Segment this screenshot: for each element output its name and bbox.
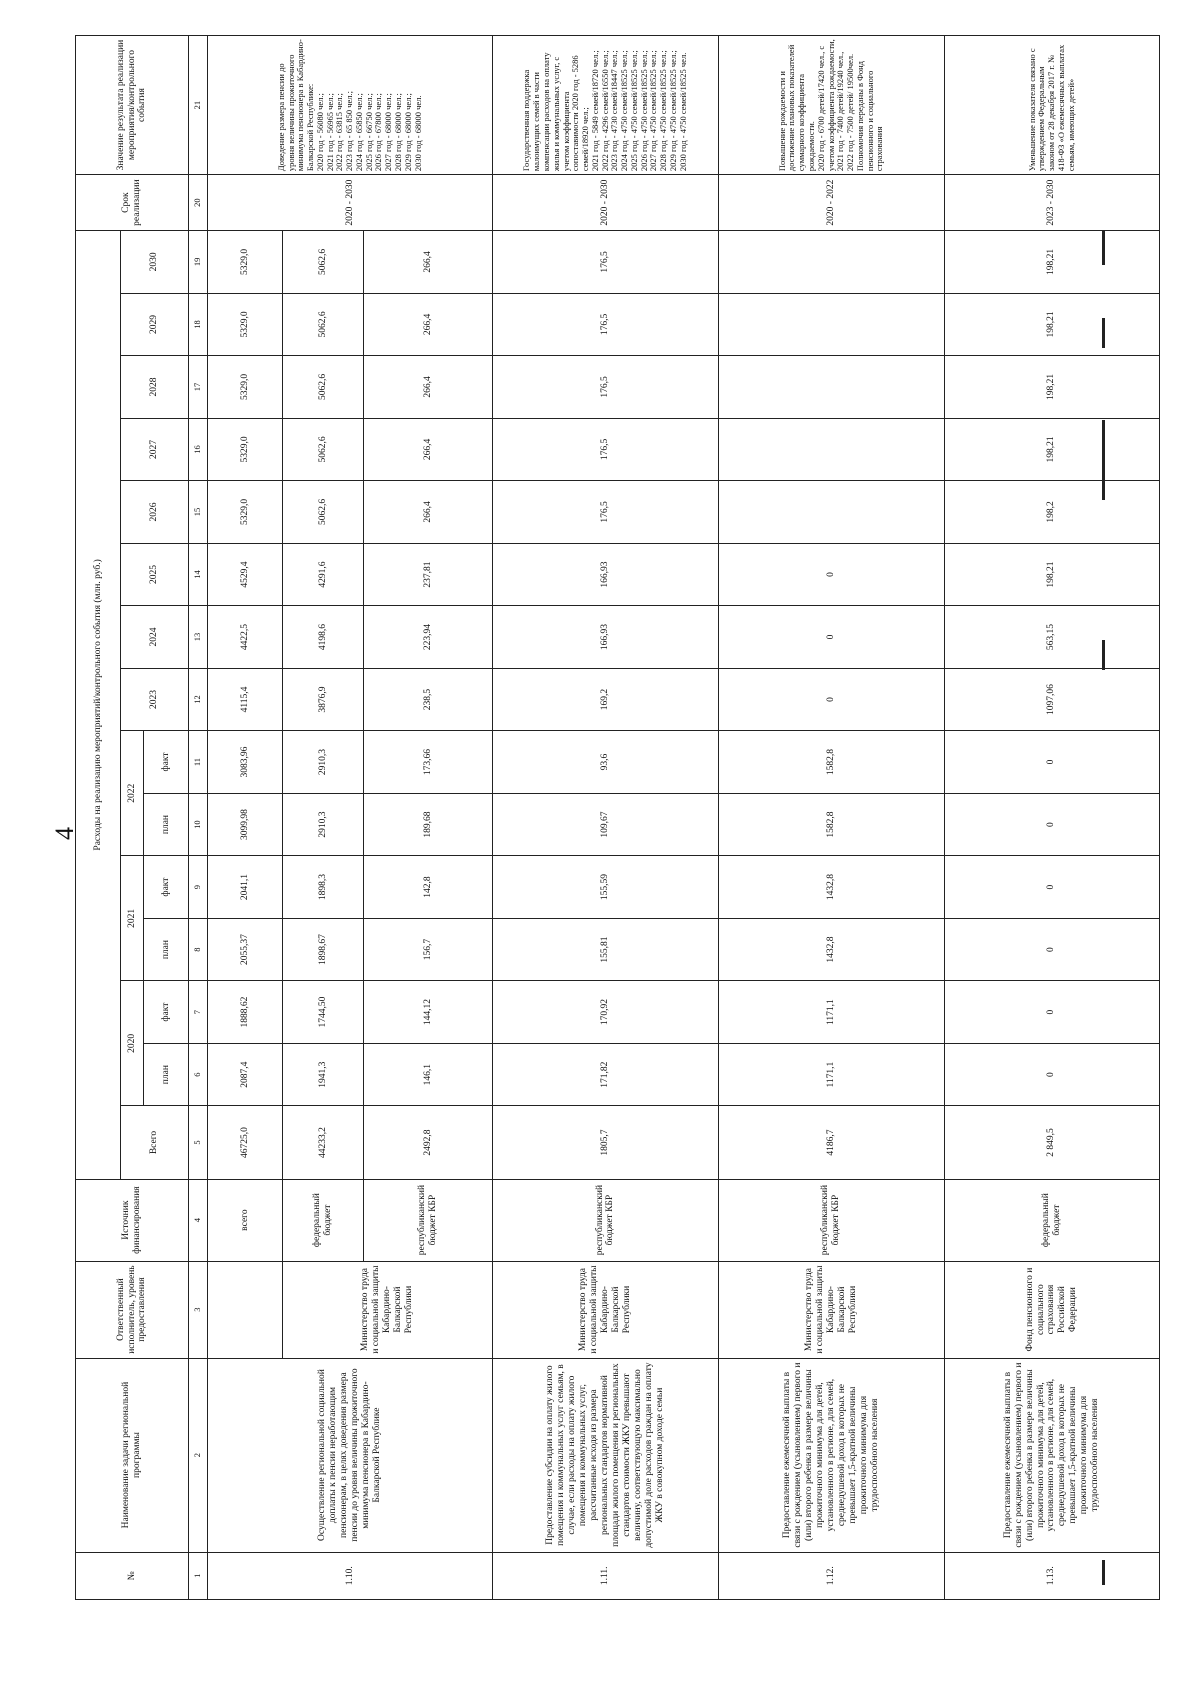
column-number: 9	[189, 856, 208, 919]
value-2024: 0	[718, 606, 944, 669]
value-2029: 198,21	[944, 293, 1159, 356]
column-number: 21	[189, 36, 208, 175]
term: 2020 - 2030	[493, 175, 719, 231]
value-2026: 198,2	[944, 481, 1159, 544]
row-number: 1.12.	[718, 1552, 944, 1599]
value-2030: 176,5	[493, 231, 719, 294]
value-2022-plan: 109,67	[493, 793, 719, 856]
page-number: 4	[50, 827, 79, 840]
funding-source: республиканский бюджет КБР	[363, 1179, 492, 1261]
header-expenses: Расходы на реализацию мероприятий/контрольного события (млн. руб.)	[76, 231, 121, 1180]
value-2027: 5329,0	[208, 418, 283, 481]
value-2027: 5062,6	[283, 418, 364, 481]
value-2021-fact: 2041,1	[208, 856, 283, 919]
value-2021-plan: 2055,37	[208, 918, 283, 981]
value-2030: 266,4	[363, 231, 492, 294]
header-2024: 2024	[121, 606, 189, 669]
executor-cell	[208, 1261, 283, 1358]
value-2024: 223,94	[363, 606, 492, 669]
value-2020-fact: 170,92	[493, 981, 719, 1044]
funding-source: республиканский бюджет КБР	[718, 1179, 944, 1261]
header-2025: 2025	[121, 543, 189, 606]
value-2025: 4529,4	[208, 543, 283, 606]
value-2026	[718, 481, 944, 544]
value-2025: 0	[718, 543, 944, 606]
header-fact: факт	[144, 856, 189, 919]
value-2020-plan: 146,1	[363, 1043, 492, 1106]
column-number: 14	[189, 543, 208, 606]
value-2022-fact: 0	[944, 731, 1159, 794]
value-2021-plan: 1432,8	[718, 918, 944, 981]
value-2021-plan: 156,7	[363, 918, 492, 981]
term: 2023 - 2030	[944, 175, 1159, 231]
column-number: 4	[189, 1179, 208, 1261]
column-number: 3	[189, 1261, 208, 1358]
value-2023: 238,5	[363, 668, 492, 731]
result-text: Повышение рождаемости и достижение плановых показателей суммарного коэффициента рождаемости. 2020 год - 6700 детей/17420 чел., с учетом коэффициента рождаемости, 2021 год - 7400 детей/19240 чел., 2022 год - 7500 детей/ 19500чел. Полномочия переданы в Фонд пенсионного и социального страхования	[718, 36, 944, 175]
header-2023: 2023	[121, 668, 189, 731]
value-2024: 563,15	[944, 606, 1159, 669]
header-2026: 2026	[121, 481, 189, 544]
value-2029: 266,4	[363, 293, 492, 356]
value-2028: 5329,0	[208, 356, 283, 419]
header-2029: 2029	[121, 293, 189, 356]
value-2023: 169,2	[493, 668, 719, 731]
executor: Министерство труда и социальной защиты Кабардино-Балкарской Республики	[283, 1261, 493, 1358]
value-2026: 5062,6	[283, 481, 364, 544]
column-number: 8	[189, 918, 208, 981]
value-2028	[718, 356, 944, 419]
header-year-2022: 2022	[121, 731, 144, 856]
value-2023: 4115,4	[208, 668, 283, 731]
row-number: 1.13.	[944, 1552, 1159, 1599]
value-total: 2492,8	[363, 1106, 492, 1179]
row-number: 1.10.	[208, 1552, 493, 1599]
column-number: 5	[189, 1106, 208, 1179]
value-2022-plan: 0	[944, 793, 1159, 856]
value-2021-plan: 1898,67	[283, 918, 364, 981]
column-number: 18	[189, 293, 208, 356]
value-2020-fact: 0	[944, 981, 1159, 1044]
task-name: Предоставление ежемесячной выплаты в связи с рождением (усыновлением) первого и (или) второго ребенка в размере величины прожиточного минимума для детей, установленного в регионе, для семей, среднедушевой доход в которых не превышает 1,5-кратной величины прожиточного минимума для трудоспособного населения	[718, 1358, 944, 1552]
value-2029: 176,5	[493, 293, 719, 356]
header-2027: 2027	[121, 418, 189, 481]
task-name: Предоставление субсидии на оплату жилого помещения и коммунальных услуг семьям, в случае, если расходы на оплату жилого помещения и коммунальных услуг, рассчитанные исходя из размера региональных стандартов нормативной площади жилого помещения и региональных стандартов стоимости ЖКУ превышают величину, соответствующую максимально допустимой доле расходов граждан на оплату ЖКУ в совокупном доходе семьи	[493, 1358, 719, 1552]
value-2021-plan: 155,81	[493, 918, 719, 981]
funding-source: федеральный бюджет	[283, 1179, 364, 1261]
term: 2020 - 2022	[718, 175, 944, 231]
row-number: 1.11.	[493, 1552, 719, 1599]
header-year-2020: 2020	[121, 981, 144, 1106]
header-result: Значение результата реализации мероприятия/контрольного события	[76, 36, 189, 175]
column-number: 15	[189, 481, 208, 544]
value-2030: 5329,0	[208, 231, 283, 294]
value-2023: 0	[718, 668, 944, 731]
header-task: Наименование задачи региональной программы	[76, 1358, 189, 1552]
column-number: 12	[189, 668, 208, 731]
value-2022-plan: 2910,3	[283, 793, 364, 856]
value-2025: 237,81	[363, 543, 492, 606]
value-2024: 4422,5	[208, 606, 283, 669]
rotated-table-wrapper	[75, 35, 1160, 1600]
column-number: 13	[189, 606, 208, 669]
column-number: 20	[189, 175, 208, 231]
value-2021-plan: 0	[944, 918, 1159, 981]
value-2022-fact: 173,66	[363, 731, 492, 794]
header-total: Всего	[121, 1106, 189, 1179]
value-2022-plan: 3099,98	[208, 793, 283, 856]
program-table	[75, 35, 1160, 1600]
value-2029	[718, 293, 944, 356]
column-number: 1	[189, 1552, 208, 1599]
value-2022-fact: 1582,8	[718, 731, 944, 794]
header-term: Срок реализации	[76, 175, 189, 231]
value-2020-plan: 0	[944, 1043, 1159, 1106]
value-2028: 198,21	[944, 356, 1159, 419]
header-plan: план	[144, 1043, 189, 1106]
value-2022-plan: 1582,8	[718, 793, 944, 856]
value-2025: 166,93	[493, 543, 719, 606]
value-2028: 5062,6	[283, 356, 364, 419]
result-text: Уменьшение показателя связано с утверждением Федеральным законом от 28 декабря 2017 г. № 418-ФЗ «О ежемесячных выплатах семьям, имеющих детей»	[944, 36, 1159, 175]
header-2028: 2028	[121, 356, 189, 419]
term: 2020 - 2030	[208, 175, 493, 231]
funding-source: республиканский бюджет КБР	[493, 1179, 719, 1261]
executor: Министерство труда и социальной защиты Кабардино-Балкарской Республики	[718, 1261, 944, 1358]
value-total: 4186,7	[718, 1106, 944, 1179]
value-2023: 1097,06	[944, 668, 1159, 731]
header-fact: факт	[144, 731, 189, 794]
value-2022-plan: 189,68	[363, 793, 492, 856]
column-number: 2	[189, 1358, 208, 1552]
value-2026: 5329,0	[208, 481, 283, 544]
value-2029: 5062,6	[283, 293, 364, 356]
column-number: 10	[189, 793, 208, 856]
value-total: 46725,0	[208, 1106, 283, 1179]
value-2020-fact: 1744,50	[283, 981, 364, 1044]
value-total: 44233,2	[283, 1106, 364, 1179]
value-2020-plan: 1171,1	[718, 1043, 944, 1106]
value-2022-fact: 93,6	[493, 731, 719, 794]
value-2020-plan: 2087,4	[208, 1043, 283, 1106]
value-2024: 166,93	[493, 606, 719, 669]
header-source: Источник финансирования	[76, 1179, 189, 1261]
header-num: №	[76, 1552, 189, 1599]
column-number: 17	[189, 356, 208, 419]
value-2028: 176,5	[493, 356, 719, 419]
result-text: Доведение размера пенсии до уровня величины прожиточного минимума пенсионера в Кабардино-Балкарской Республике: 2020 год - 56080 чел.; 2021 год - 56965 чел.; 2022 год - 63815 чел.; 2023 год - 65 850 чел.; 2024 год - 65850 чел.; 2025 год - 66750 чел.; 2026 год - 67800 чел.; 2027 год - 68000 чел.; 2028 год - 68000 чел.; 2029 год - 68000 чел.; 2030 год - 68000 чел.	[208, 36, 493, 175]
header-plan: план	[144, 918, 189, 981]
value-2026: 176,5	[493, 481, 719, 544]
value-2020-fact: 1888,62	[208, 981, 283, 1044]
value-2021-fact: 1432,8	[718, 856, 944, 919]
header-plan: план	[144, 793, 189, 856]
value-2021-fact: 0	[944, 856, 1159, 919]
header-fact: факт	[144, 981, 189, 1044]
value-2030: 198,21	[944, 231, 1159, 294]
column-number: 16	[189, 418, 208, 481]
task-name: Осуществление региональной социальной доплаты к пенсии неработающим пенсионерам, в целях доведения размера пенсии до уровня величины прожиточного минимума пенсионера в Кабардино-Балкарской Республике	[208, 1358, 493, 1552]
funding-source: всего	[208, 1179, 283, 1261]
value-2020-fact: 1171,1	[718, 981, 944, 1044]
column-number: 19	[189, 231, 208, 294]
value-2022-fact: 3083,96	[208, 731, 283, 794]
task-name: Предоставление ежемесячной выплаты в связи с рождением (усыновлением) первого и (или) второго ребенка в размере величины прожиточного минимума для детей, установленного в регионе, для семей, среднедушевой доход в которых не превышает 1,5-кратной величины прожиточного минимума для трудоспособного населения	[944, 1358, 1159, 1552]
value-2021-fact: 155,59	[493, 856, 719, 919]
value-2025: 4291,6	[283, 543, 364, 606]
result-text: Государственная поддержка малоимущих семей в части компенсации расходов на оплату жилья и коммунальных услуг, с учетом коэффициента сопоставимости 2020 год - 5286 семей/18920 чел.; 2021 год - 5849 семей/18720 чел.; 2022 год - 4296 семей/16550 чел.; 2023 год - 4730 семей/18447 чел.; 2024 год - 4750 семей/18525 чел.; 2025 год - 4750 семей/18525 чел.; 2026 год - 4750 семей/18525 чел.; 2027 год - 4750 семей/18525 чел.; 2028 год - 4750 семей/18525 чел.; 2029 год - 4750 семей/18525 чел.; 2030 год - 4750 семей/18525 чел.	[493, 36, 719, 175]
column-number: 7	[189, 981, 208, 1044]
value-2022-fact: 2910,3	[283, 731, 364, 794]
value-2027: 198,21	[944, 418, 1159, 481]
value-2027: 266,4	[363, 418, 492, 481]
executor: Фонд пенсионного и социального страхования Российской Федерации	[944, 1261, 1159, 1358]
funding-source: федеральный бюджет	[944, 1179, 1159, 1261]
value-2023: 3876,9	[283, 668, 364, 731]
value-total: 2 849,5	[944, 1106, 1159, 1179]
column-number: 11	[189, 731, 208, 794]
header-executor: Ответственный исполнитель, уровень предоставления	[76, 1261, 189, 1358]
value-2021-fact: 142,8	[363, 856, 492, 919]
value-2030: 5062,6	[283, 231, 364, 294]
value-2027	[718, 418, 944, 481]
value-2025: 198,21	[944, 543, 1159, 606]
value-2020-fact: 144,12	[363, 981, 492, 1044]
value-2024: 4198,6	[283, 606, 364, 669]
executor: Министерство труда и социальной защиты Кабардино-Балкарской Республики	[493, 1261, 719, 1358]
header-year-2021: 2021	[121, 856, 144, 981]
value-total: 1805,7	[493, 1106, 719, 1179]
value-2020-plan: 171,82	[493, 1043, 719, 1106]
value-2029: 5329,0	[208, 293, 283, 356]
value-2028: 266,4	[363, 356, 492, 419]
value-2020-plan: 1941,3	[283, 1043, 364, 1106]
value-2030	[718, 231, 944, 294]
column-number: 6	[189, 1043, 208, 1106]
value-2026: 266,4	[363, 481, 492, 544]
value-2021-fact: 1898,3	[283, 856, 364, 919]
header-2030: 2030	[121, 231, 189, 294]
value-2027: 176,5	[493, 418, 719, 481]
